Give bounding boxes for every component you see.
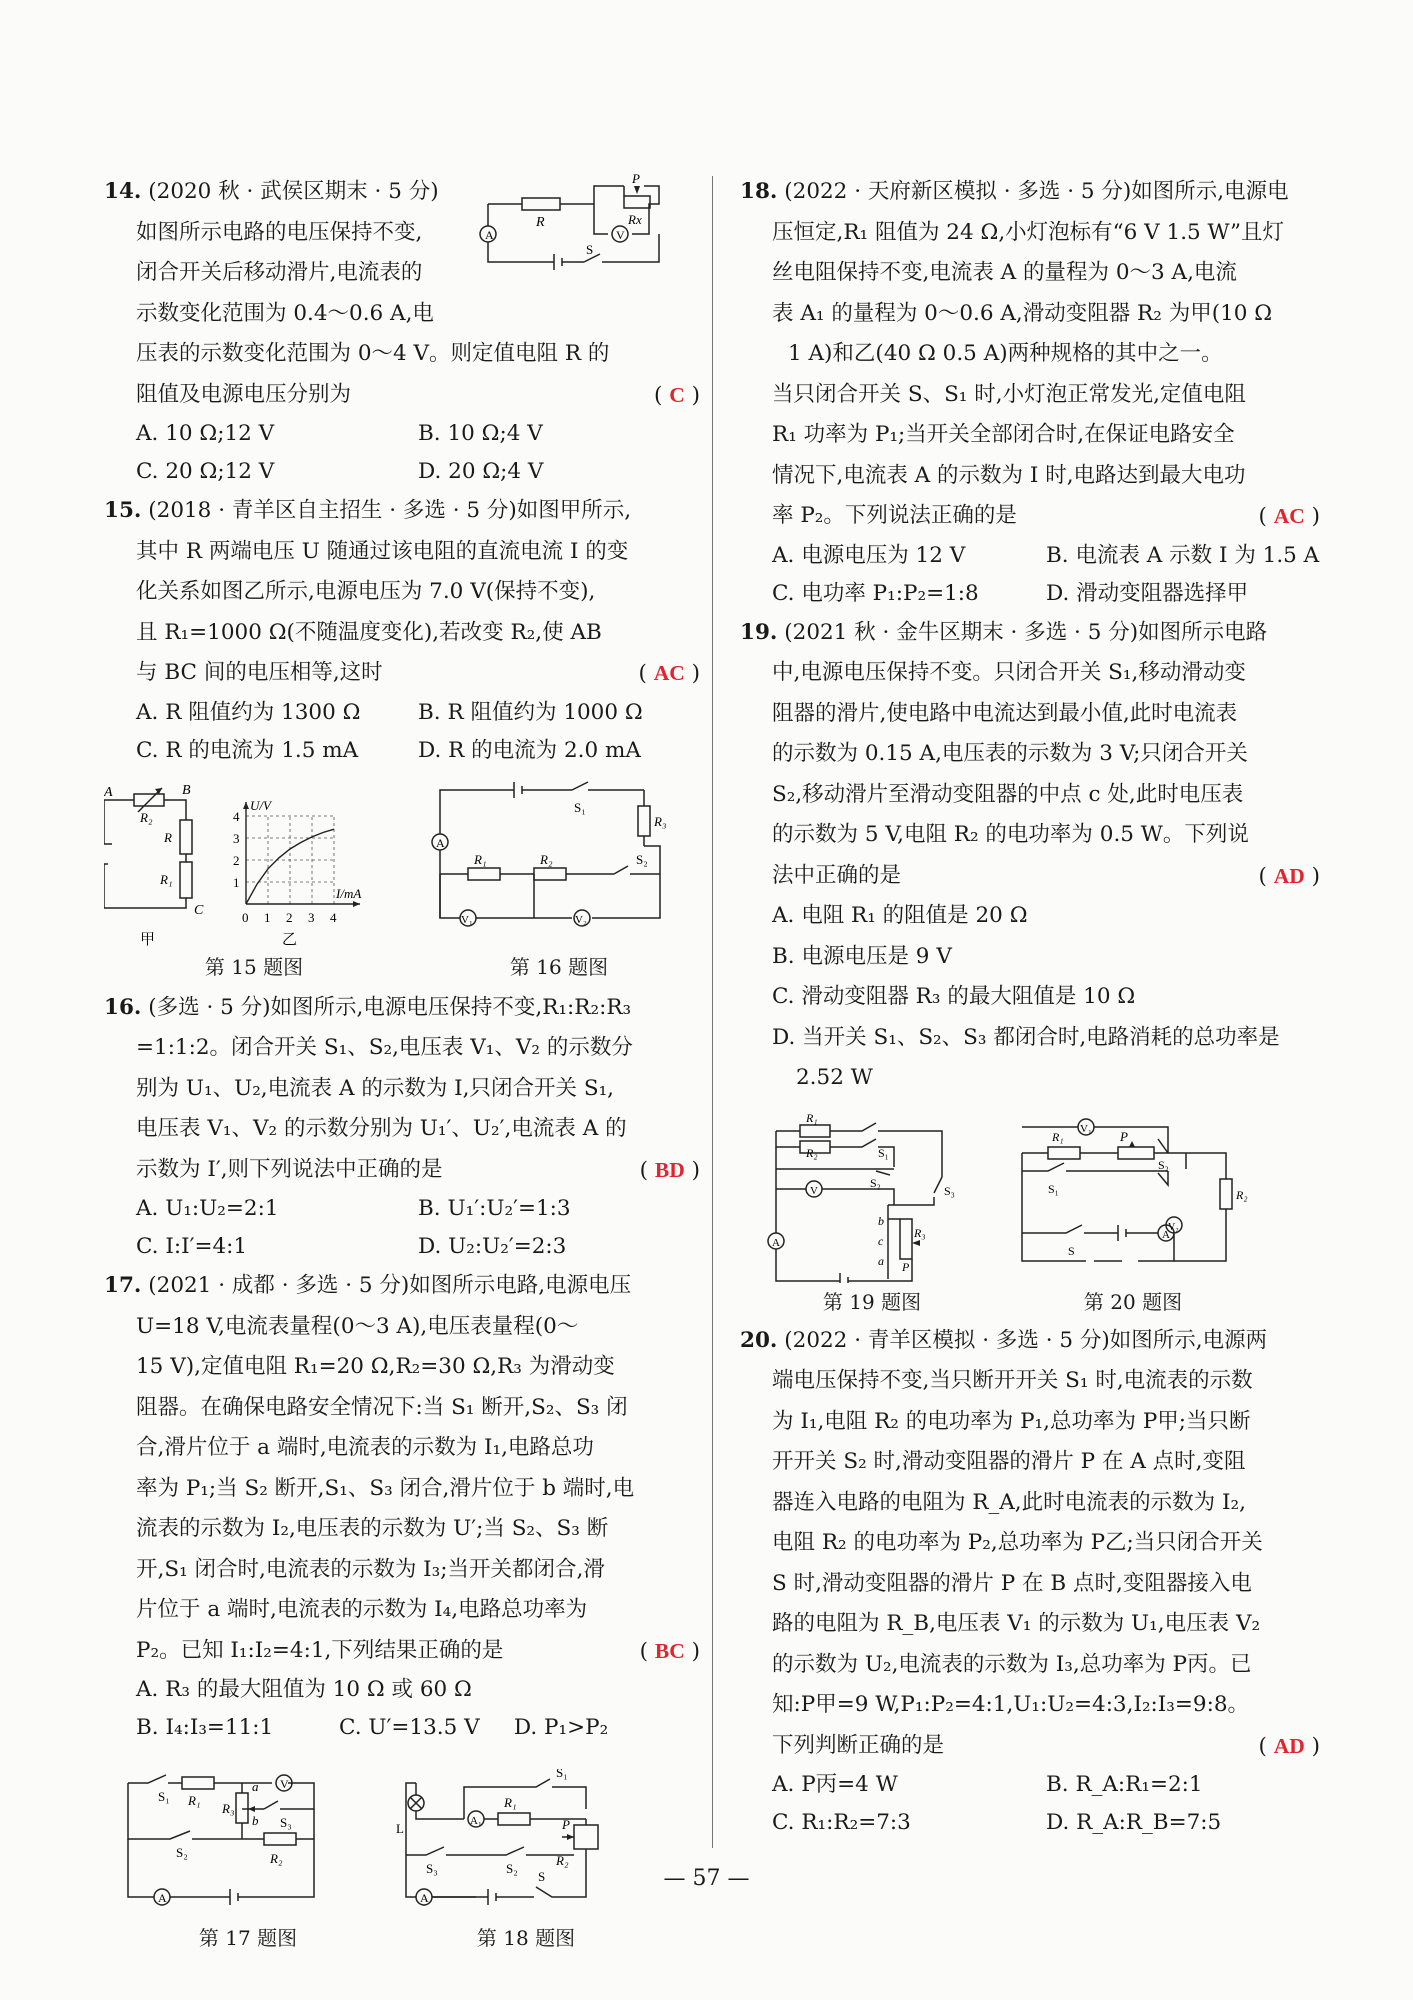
q16-answer-box: ( BD )	[639, 1157, 700, 1183]
q20-label-s2: S₂	[1158, 1157, 1169, 1172]
q15-text: (2018 · 青羊区自主招生 · 多选 · 5 分)如图甲所示,	[148, 498, 632, 523]
q18-answer: AC	[1273, 504, 1305, 528]
q19-label-a-end: a	[878, 1253, 884, 1268]
q19-label-a: A	[772, 1236, 780, 1249]
q19-text: 的示数为 5 V,电阻 R₂ 的电功率为 0.5 W。下列说	[772, 822, 1249, 847]
q20-option-a: A. P丙=4 W	[772, 1772, 898, 1797]
q19-answer-box: ( AD )	[1258, 863, 1320, 889]
q15-label-jia: 甲	[140, 931, 156, 948]
q14-label-v: V	[616, 228, 625, 242]
q16-number: 16.	[104, 994, 142, 1020]
q16-caption: 第 16 题图	[509, 954, 609, 979]
q20-text: 知:P甲=9 W,P₁:P₂=4:1,U₁:U₂=4:3,I₂:I₃=9:8。	[772, 1692, 1250, 1717]
q14-text: 阻值及电源电压分别为	[136, 381, 352, 407]
left-column	[104, 172, 700, 1953]
q19-number: 19.	[740, 619, 778, 645]
q19-circuit-diagram	[762, 1113, 982, 1283]
q15-label-yi: 乙	[282, 931, 298, 948]
q20-caption: 第 20 题图	[1083, 1289, 1183, 1314]
q14-label-a: A	[485, 228, 494, 242]
q15-option-b: B. R 阻值约为 1000 Ω	[418, 699, 643, 725]
q19-label-r3: R₃	[914, 1225, 926, 1240]
q16-text: 示数为 I′,则下列说法中正确的是	[136, 1156, 443, 1182]
q17-number: 17.	[104, 1273, 142, 1298]
q16-label-r2: R₂	[540, 851, 553, 867]
q15-label-r1: R₁	[160, 871, 173, 887]
graph-x-arrow-icon	[353, 901, 360, 907]
graph-y-tick-label: 3	[233, 830, 240, 846]
figures-17-18	[104, 1769, 700, 1953]
q20-text: 为 I₁,电阻 R₂ 的电功率为 P₁,总功率为 P甲;当只断	[772, 1408, 1251, 1434]
q15-answer-box: ( AC )	[638, 661, 700, 686]
q20-label-r2: R₂	[1236, 1187, 1248, 1202]
q15-answer: AC	[653, 661, 685, 685]
q17-caption: 第 17 题图	[198, 1926, 298, 1950]
figure-20	[1008, 1113, 1258, 1317]
q20-text: 端电压保持不变,当只断开开关 S₁ 时,电流表的示数	[772, 1368, 1253, 1393]
graph-y-arrow-icon	[243, 802, 249, 809]
graph-y-tick-label: 2	[233, 852, 240, 868]
q19-label-b-end: b	[878, 1213, 884, 1228]
q19-answer: AD	[1273, 863, 1305, 888]
q18-label-s: S	[538, 1869, 546, 1884]
q15-graph-yi	[233, 798, 361, 925]
q17-label-s1: S₁	[158, 1789, 170, 1804]
q18-text: R₁ 功率为 P₁;当开关全部闭合时,在保证电路安全	[772, 422, 1235, 447]
q15-text: 化关系如图乙所示,电源电压为 7.0 V(保持不变),	[136, 579, 596, 604]
q20-label-v1: V₁	[1080, 1122, 1092, 1135]
question-15	[104, 491, 700, 770]
graph-y-axis-label: U/V	[250, 797, 271, 813]
q20-label-r1: R₁	[1052, 1129, 1064, 1144]
page-number: — 57 —	[663, 1866, 750, 1891]
q17-answer: BC	[654, 1638, 685, 1663]
q18-label-r1: R₁	[504, 1795, 517, 1810]
q16-circuit-diagram	[424, 778, 694, 948]
q18-label-s1: S₁	[556, 1769, 568, 1780]
graph-y-tick-label: 4	[233, 808, 240, 824]
question-14	[104, 172, 700, 491]
q16-text: (多选 · 5 分)如图所示,电源电压保持不变,R₁:R₂:R₃	[148, 994, 632, 1020]
q16-answer: BD	[654, 1157, 685, 1182]
q19-label-s1: S₁	[878, 1145, 889, 1160]
q20-label-s1: S₁	[1048, 1181, 1059, 1196]
q15-text: 其中 R 两端电压 U 随通过该电阻的直流电流 I 的变	[136, 538, 629, 564]
q20-option-b: B. R_A:R₁=2:1	[1046, 1772, 1203, 1797]
q17-text: 15 V),定值电阻 R₁=20 Ω,R₂=30 Ω,R₃ 为滑动变	[136, 1354, 615, 1379]
q20-text: 开开关 S₂ 时,滑动变阻器的滑片 P 在 A 点时,变阻	[772, 1449, 1246, 1474]
q17-text: (2021 · 成都 · 多选 · 5 分)如图所示电路,电源电压	[148, 1273, 632, 1298]
q18-text: 情况下,电流表 A 的示数为 I 时,电路达到最大电功	[772, 462, 1246, 488]
q19-label-v: V	[810, 1184, 818, 1197]
q15-label-a: A	[104, 784, 113, 800]
q15-option-d: D. R 的电流为 2.0 mA	[418, 737, 641, 763]
q20-number: 20.	[740, 1327, 778, 1353]
q15-label-c: C	[194, 902, 204, 918]
q19-option-b: B. 电源电压是 9 V	[772, 943, 952, 969]
q14-text: 压表的示数变化范围为 0～4 V。则定值电阻 R 的	[136, 341, 610, 366]
q17-answer-box: ( BC )	[639, 1638, 700, 1664]
q14-label-r: R	[536, 215, 545, 230]
q17-text: 率为 P₁;当 S₂ 断开,S₁、S₃ 闭合,滑片位于 b 端时,电	[136, 1475, 635, 1501]
q20-text: 下列判断正确的是	[772, 1732, 945, 1758]
q14-answer-box: ( C )	[654, 382, 700, 408]
graph-x-tick-label: 1	[264, 909, 271, 925]
q20-text: 电阻 R₂ 的电功率为 P₂,总功率为 P乙;当只闭合开关	[772, 1530, 1263, 1555]
q19-label-p: P	[902, 1259, 910, 1274]
q19-label-s2: S₂	[870, 1175, 881, 1190]
q18-label-a: A	[420, 1891, 429, 1905]
q17-option-a: A. R₃ 的最大阻值为 10 Ω 或 60 Ω	[136, 1677, 472, 1702]
q19-label-s3: S₃	[944, 1183, 955, 1198]
q15-text: 与 BC 间的电压相等,这时	[136, 660, 383, 685]
q17-label-a: A	[158, 1891, 167, 1905]
q14-option-d: D. 20 Ω;4 V	[418, 459, 544, 484]
q19-text: 阻器的滑片,使电路中电流达到最小值,此时电流表	[772, 700, 1238, 726]
q16-option-a: A. U₁:U₂=2:1	[136, 1196, 279, 1221]
q19-text: (2021 秋 · 金牛区期末 · 多选 · 5 分)如图所示电路	[784, 619, 1268, 645]
q14-option-b: B. 10 Ω;4 V	[418, 421, 543, 446]
q18-text: 表 A₁ 的量程为 0～0.6 A,滑动变阻器 R₂ 为甲(10 Ω	[772, 300, 1273, 326]
q17-label-a-end: a	[252, 1779, 259, 1794]
figure-19	[762, 1113, 982, 1317]
q20-answer: AD	[1273, 1733, 1305, 1758]
q16-option-d: D. U₂:U₂′=2:3	[418, 1234, 567, 1259]
q18-option-b: B. 电流表 A 示数 I 为 1.5 A	[1046, 542, 1320, 568]
q20-circuit-diagram	[1008, 1113, 1258, 1283]
q15-text: 且 R₁=1000 Ω(不随温度变化),若改变 R₂,使 AB	[136, 619, 602, 645]
q19-option-d: D. 当开关 S₁、S₂、S₃ 都闭合时,电路消耗的总功率是	[772, 1024, 1280, 1050]
q18-circuit-diagram	[386, 1769, 666, 1919]
figure-17	[118, 1769, 378, 1953]
q20-answer-box: ( AD )	[1258, 1733, 1320, 1759]
q18-label-l: L	[396, 1821, 404, 1836]
q16-label-a: A	[436, 835, 445, 850]
q16-label-v1: V₁	[461, 913, 473, 926]
question-16	[104, 988, 700, 1267]
q19-text: 的示数为 0.15 A,电压表的示数为 3 V;只闭合开关	[772, 741, 1248, 766]
q20-text: 器连入电路的电阻为 R_A,此时电流表的示数为 I₂,	[772, 1489, 1246, 1515]
q17-label-b-end: b	[252, 1813, 259, 1828]
graph-x-tick-label: 3	[308, 909, 315, 925]
q14-number: 14.	[104, 179, 142, 204]
q18-option-d: D. 滑动变阻器选择甲	[1046, 580, 1249, 606]
q14-resistor-r	[522, 198, 560, 210]
q14-label-s: S	[586, 242, 594, 257]
q18-label-s2: S₂	[506, 1861, 518, 1876]
q17-text: U=18 V,电流表量程(0～3 A),电压表量程(0～	[136, 1313, 579, 1339]
q18-option-c: C. 电功率 P₁:P₂=1:8	[772, 580, 979, 606]
q17-text: 片位于 a 端时,电流表的示数为 I₄,电路总功率为	[136, 1597, 588, 1622]
q19-label-r1: R₁	[806, 1112, 818, 1125]
q19-label-r2: R₂	[806, 1145, 818, 1160]
q19-text: 中,电源电压保持不变。只闭合开关 S₁,移动滑动变	[772, 660, 1246, 685]
q14-text: 如图所示电路的电压保持不变,	[136, 219, 423, 245]
figures-19-20	[740, 1113, 1320, 1317]
q14-answer: C	[669, 382, 685, 407]
question-20	[740, 1321, 1320, 1843]
graph-x-tick-label: 2	[286, 909, 293, 925]
q14-option-a: A. 10 Ω;12 V	[136, 421, 275, 446]
q20-text: 的示数为 U₂,电流表的示数为 I₃,总功率为 P丙。已	[772, 1651, 1252, 1677]
q17-label-s2: S₂	[176, 1845, 188, 1860]
q16-option-b: B. U₁′:U₂′=1:3	[418, 1196, 571, 1221]
graph-x-tick-label: 0	[242, 909, 249, 925]
q16-label-s2: S₂	[636, 851, 648, 867]
q18-answer-box: ( AC )	[1258, 504, 1320, 529]
q18-text: 率 P₂。下列说法正确的是	[772, 503, 1017, 528]
graph-y-tick-label: 1	[233, 874, 240, 890]
question-19	[740, 613, 1320, 1099]
figure-16	[424, 778, 694, 982]
q19-text: 法中正确的是	[772, 862, 902, 888]
q17-label-r1: R₁	[188, 1793, 201, 1808]
q18-label-p: P	[562, 1817, 570, 1832]
figure-15	[104, 778, 404, 982]
q19-option-c: C. 滑动变阻器 R₃ 的最大阻值是 10 Ω	[772, 984, 1136, 1009]
q15-number: 15.	[104, 498, 142, 523]
q17-text: 阻器。在确保电路安全情况下:当 S₁ 断开,S₂、S₃ 闭	[136, 1394, 628, 1420]
q16-label-v2: V₂	[575, 913, 587, 926]
q17-text: P₂。已知 I₁:I₂=4:1,下列结果正确的是	[136, 1637, 504, 1663]
q19-caption: 第 19 题图	[822, 1289, 922, 1314]
q15-option-a: A. R 阻值约为 1300 Ω	[136, 699, 361, 725]
graph-x-tick-label: 4	[330, 909, 337, 925]
q15-circuit-jia	[104, 788, 192, 908]
figures-15-16	[104, 778, 700, 982]
q17-label-v: V	[280, 1777, 289, 1791]
q17-label-r2: R₂	[270, 1851, 283, 1866]
q18-option-a: A. 电源电压为 12 V	[772, 542, 966, 568]
q17-option-c: C. U′=13.5 V	[339, 1715, 480, 1740]
q16-text: 电压表 V₁、V₂ 的示数分别为 U₁′、U₂′,电流表 A 的	[136, 1116, 627, 1141]
graph-x-axis-label: I/mA	[336, 885, 362, 901]
q15-label-r: R	[164, 829, 172, 845]
q19-option-d-continued: 2.52 W	[796, 1065, 873, 1090]
q20-label-a: A	[1162, 1228, 1170, 1241]
q16-label-r3: R₃	[654, 813, 667, 829]
q18-label-r2: R₂	[556, 1853, 569, 1868]
q16-text: 别为 U₁、U₂,电流表 A 的示数为 I,只闭合开关 S₁,	[136, 1075, 615, 1101]
q14-option-c: C. 20 Ω;12 V	[136, 459, 275, 484]
q18-label-s3: S₃	[426, 1861, 438, 1876]
q16-label-r1: R₁	[474, 851, 487, 867]
q20-label-p: P	[1120, 1128, 1128, 1144]
q18-number: 18.	[740, 179, 778, 204]
q14-text: 闭合开关后移动滑片,电流表的	[136, 260, 423, 285]
q19-option-a: A. 电阻 R₁ 的阻值是 20 Ω	[772, 903, 1028, 928]
column-divider	[712, 176, 713, 1848]
q14-text: 示数变化范围为 0.4～0.6 A,电	[136, 300, 434, 326]
q17-label-s3: S₃	[280, 1815, 292, 1830]
q14-source: (2020 秋 · 武侯区期末 · 5 分)	[148, 179, 439, 204]
q18-text: (2022 · 天府新区模拟 · 多选 · 5 分)如图所示,电源电	[784, 179, 1289, 204]
q20-label-s: S	[1068, 1243, 1075, 1258]
q17-circuit-diagram	[118, 1769, 378, 1919]
right-column	[740, 172, 1320, 1842]
q20-text: (2022 · 青羊区模拟 · 多选 · 5 分)如图所示,电源两	[784, 1327, 1268, 1353]
q16-label-s1: S₁	[574, 799, 586, 815]
figure-18	[386, 1769, 666, 1953]
q15-label-b: B	[182, 782, 191, 798]
q17-text: 合,滑片位于 a 端时,电流表的示数为 I₁,电路总功	[136, 1435, 594, 1460]
q20-text: 路的电阻为 R_B,电压表 V₁ 的示数为 U₁,电压表 V₂	[772, 1611, 1261, 1636]
q20-option-d: D. R_A:R_B=7:5	[1046, 1810, 1222, 1835]
q17-label-r3: R₃	[222, 1801, 235, 1816]
question-18	[740, 172, 1320, 613]
q15-label-r2: R₂	[140, 809, 153, 825]
q17-option-b: B. I₄:I₃=11:1	[136, 1715, 274, 1740]
question-17	[104, 1266, 700, 1747]
q16-option-c: C. I:I′=4:1	[136, 1234, 248, 1259]
q20-option-c: C. R₁:R₂=7:3	[772, 1810, 911, 1835]
q18-text: 丝电阻保持不变,电流表 A 的量程为 0～3 A,电流	[772, 260, 1237, 285]
q20-label-v2: V₂	[1168, 1221, 1179, 1233]
q17-text: 流表的示数为 I₂,电压表的示数为 U′;当 S₂、S₃ 断	[136, 1516, 609, 1541]
q14-label-p: P	[632, 174, 640, 186]
q18-text: 压恒定,R₁ 阻值为 24 Ω,小灯泡标有“6 V 1.5 W”且灯	[772, 219, 1285, 245]
q17-option-d: D. P₁>P₂	[513, 1715, 609, 1740]
q16-text: =1:1:2。闭合开关 S₁、S₂,电压表 V₁、V₂ 的示数分	[136, 1035, 633, 1060]
q15-caption: 第 15 题图	[204, 954, 304, 979]
q17-text: 开,S₁ 闭合时,电流表的示数为 I₃;当开关都闭合,滑	[136, 1556, 605, 1582]
q18-caption: 第 18 题图	[476, 1926, 576, 1950]
q20-text: S 时,滑动变阻器的滑片 P 在 B 点时,变阻器接入电	[772, 1570, 1252, 1596]
q19-text: S₂,移动滑片至滑动变阻器的中点 c 处,此时电压表	[772, 781, 1244, 807]
q14-label-rx: Rx	[628, 212, 642, 227]
q15-option-c: C. R 的电流为 1.5 mA	[136, 737, 359, 763]
q14-resistor-rx	[624, 196, 650, 208]
q18-label-a1: A₁	[470, 1815, 482, 1827]
q18-text: 1 A)和乙(40 Ω 0.5 A)两种规格的其中之一。	[788, 341, 1223, 366]
q15-figures	[104, 778, 404, 948]
q19-label-c-point: c	[878, 1233, 884, 1248]
q14-circuit-diagram	[474, 174, 674, 274]
q18-text: 当只闭合开关 S、S₁ 时,小灯泡正常发光,定值电阻	[772, 381, 1246, 407]
